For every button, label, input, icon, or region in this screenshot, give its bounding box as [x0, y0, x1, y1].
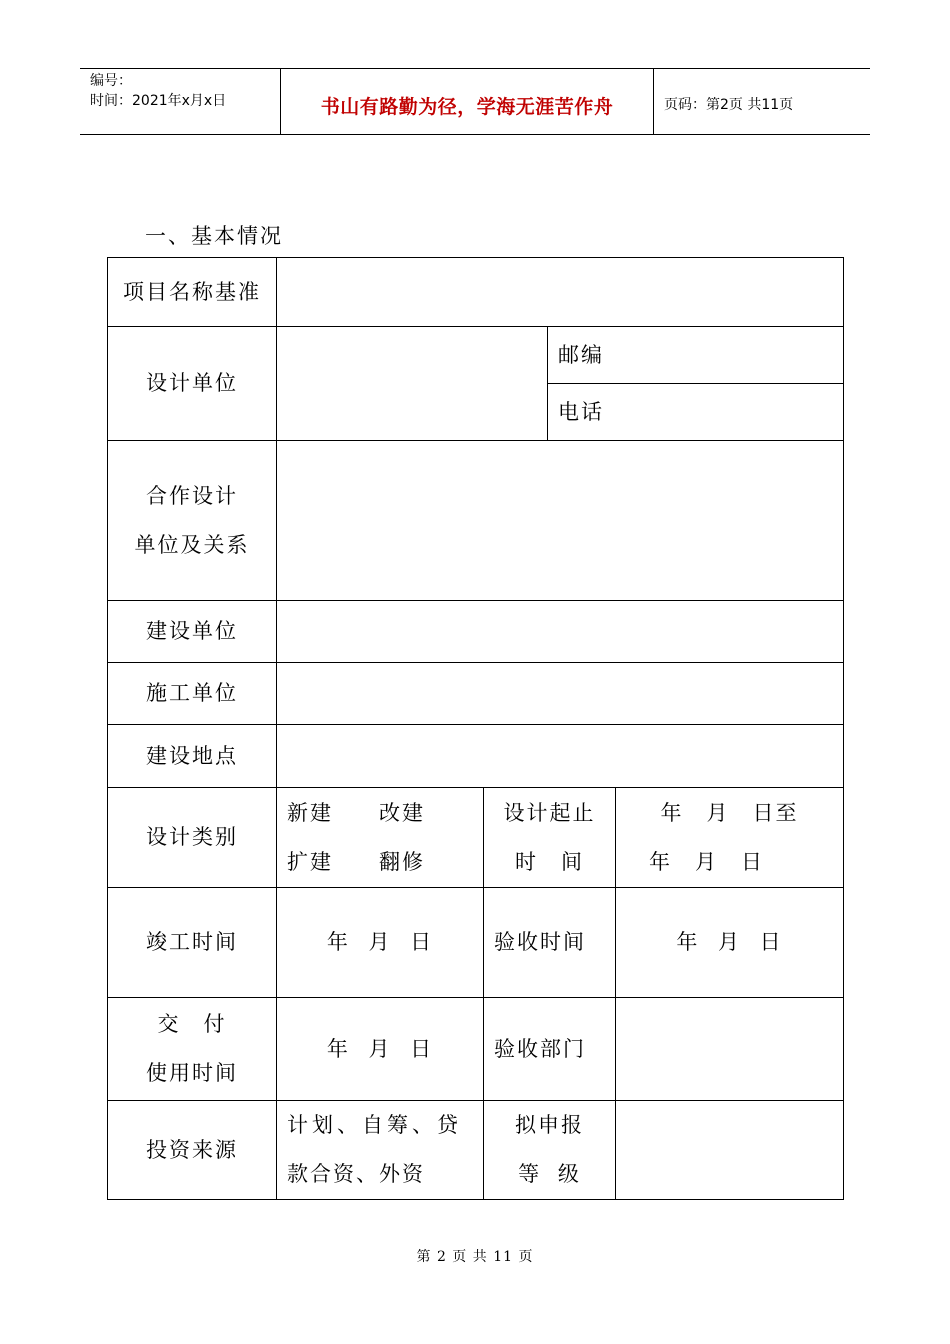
project-name-value[interactable] [277, 258, 843, 326]
invest-source-options[interactable]: 计划、自筹、贷 款合资、外资 [287, 1113, 462, 1186]
phone-field[interactable]: 电话 [558, 399, 604, 424]
section-title: 一、基本情况 [145, 224, 283, 248]
project-name-label: 项目名称基准 [123, 279, 261, 304]
coop-unit-label: 合作设计 单位及关系 [134, 483, 250, 557]
acceptance-dept-value[interactable] [616, 998, 843, 1100]
design-period-label: 设计起止 时 间 [503, 800, 596, 874]
delivery-date-value[interactable]: 年 月 日 [326, 1036, 434, 1061]
coop-unit-value[interactable] [277, 441, 843, 600]
header-meta [80, 69, 281, 135]
time-label: 时间：2021年x月x日 [90, 93, 227, 109]
design-unit-value[interactable] [277, 327, 547, 440]
acceptance-time-label: 验收时间 [494, 930, 586, 954]
completion-date-value[interactable]: 年 月 日 [326, 930, 434, 954]
build-unit-value[interactable] [277, 601, 843, 662]
invest-source-label: 投资来源 [146, 1137, 238, 1162]
design-period-value[interactable]: 年 月 日至 年 月 日 [649, 800, 799, 874]
design-unit-label: 设计单位 [146, 371, 238, 395]
construct-unit-label: 施工单位 [146, 681, 238, 705]
acceptance-dept-label: 验收部门 [494, 1036, 586, 1061]
postcode-field[interactable]: 邮编 [558, 342, 604, 367]
build-site-label: 建设地点 [146, 743, 238, 768]
page-header [80, 68, 870, 135]
serial-label: 编号： [90, 73, 132, 89]
header-motto: 书山有路勤为径，学海无涯苦作舟 [281, 69, 654, 135]
planned-grade-value[interactable] [616, 1101, 843, 1199]
header-page-label: 页码：第2页 共11页 [664, 97, 794, 113]
delivery-time-label: 交 付 使用时间 [146, 1012, 238, 1085]
table-border-bottom [107, 1199, 844, 1200]
planned-grade-label: 拟申报 等 级 [515, 1113, 584, 1186]
page-footer: 第 2 页 共 11 页 [416, 1249, 534, 1265]
design-type-label: 设计类别 [146, 825, 238, 849]
acceptance-date-value[interactable]: 年 月 日 [676, 930, 783, 954]
construct-unit-value[interactable] [277, 663, 843, 724]
table-border-right [843, 257, 844, 1200]
build-site-value[interactable] [277, 725, 843, 787]
design-type-options[interactable]: 新建 改建 扩建 翻修 [287, 800, 425, 874]
completion-time-label: 竣工时间 [146, 930, 238, 954]
build-unit-label: 建设单位 [146, 619, 238, 643]
